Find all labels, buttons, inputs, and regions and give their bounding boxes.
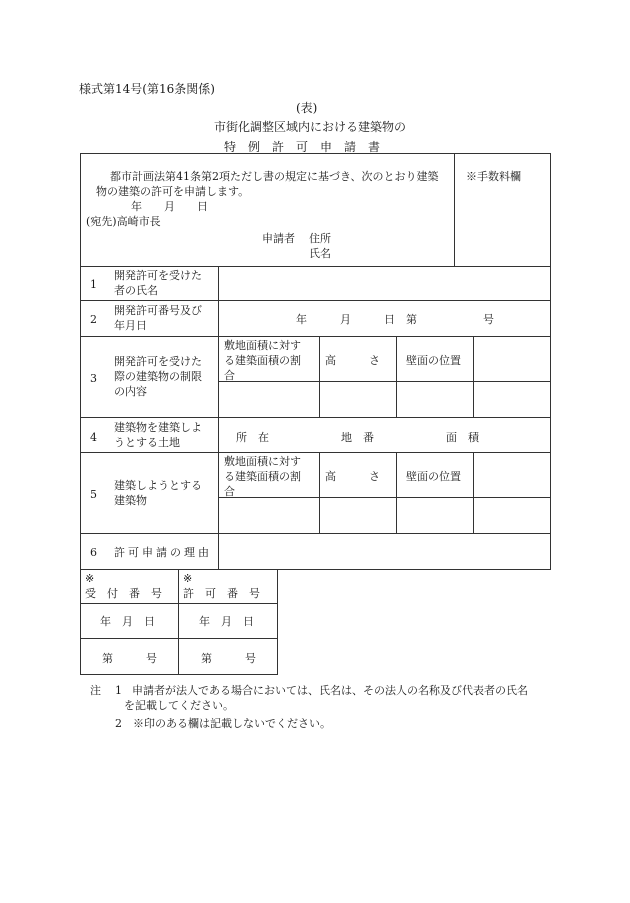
table-label: (表) xyxy=(296,101,318,115)
row-number-5: 5 xyxy=(90,488,97,501)
building-height-field[interactable] xyxy=(320,498,395,532)
row-label-3a: 開発許可を受けた xyxy=(114,355,202,368)
developer-name-field[interactable] xyxy=(219,267,550,299)
row-number-2: 2 xyxy=(90,313,97,326)
row-label-5b: 建築物 xyxy=(114,494,147,507)
row-label-3c: の内容 xyxy=(114,385,147,398)
note-1-line-2: を記載してください。 xyxy=(124,699,234,712)
wall-header-3: 壁面の位置 xyxy=(406,354,461,367)
receipt-number: 第 号 xyxy=(102,652,157,665)
restriction-wall-field[interactable] xyxy=(397,382,472,416)
building-ratio-field[interactable] xyxy=(219,498,318,532)
ratio-header-3c: 合 xyxy=(224,369,235,382)
lot-number-label[interactable]: 地 番 xyxy=(341,431,374,444)
area-label[interactable]: 面 積 xyxy=(446,431,479,444)
note-1-line-1: 申請者が法人である場合においては、氏名は、その法人の名称及び代表者の氏名 xyxy=(132,684,528,697)
statement-line-1: 都市計画法第41条第2項ただし書の規定に基づき、次のとおり建築 xyxy=(110,170,439,183)
note-1-number: 1 xyxy=(115,684,122,697)
row-label-2b: 年月日 xyxy=(114,319,147,332)
height-header-5: 高 さ xyxy=(325,470,380,483)
addressee: (宛先)高崎市長 xyxy=(86,215,161,228)
receipt-asterisk: ※ xyxy=(85,572,95,585)
form-number: 様式第14号(第16条関係) xyxy=(79,82,215,96)
title-line-1: 市街化調整区域内における建築物の xyxy=(214,120,407,134)
row-label-2a: 開発許可番号及び xyxy=(114,304,202,317)
row-number-3: 3 xyxy=(90,372,97,385)
height-header-3: 高 さ xyxy=(325,354,380,367)
applicant-name-field[interactable]: 氏名 xyxy=(309,247,331,260)
row-number-6: 6 xyxy=(90,546,97,559)
row-label-1b: 者の氏名 xyxy=(114,284,158,297)
permit-date: 年 月 日 xyxy=(199,615,254,628)
row-label-3b: 際の建築物の制限 xyxy=(114,370,202,383)
ratio-header-5b: る建築面積の割 xyxy=(224,470,301,483)
ratio-header-3a: 敷地面積に対す xyxy=(224,339,301,352)
row-label-4b: うとする土地 xyxy=(114,436,180,449)
ratio-header-3b: る建築面積の割 xyxy=(224,354,301,367)
reason-field[interactable] xyxy=(219,534,550,569)
note-2: 2 ※印のある欄は記載しないでください。 xyxy=(115,717,331,730)
row-number-1: 1 xyxy=(90,278,97,291)
row-label-4a: 建築物を建築しよ xyxy=(114,421,202,434)
restriction-ratio-field[interactable] xyxy=(219,382,318,416)
location-label[interactable]: 所 在 xyxy=(236,431,269,444)
applicant-label: 申請者 xyxy=(262,232,295,245)
permit-asterisk: ※ xyxy=(183,572,193,585)
fee-label: ※手数料欄 xyxy=(466,170,521,183)
statement-line-2: 物の建築の許可を申請します。 xyxy=(96,185,250,198)
ratio-header-5c: 合 xyxy=(224,485,235,498)
applicant-address-field[interactable]: 住所 xyxy=(309,232,331,245)
ratio-header-5a: 敷地面積に対す xyxy=(224,455,301,468)
permit-date-number-field[interactable]: 年 月 日 第 号 xyxy=(296,313,494,326)
building-wall-field[interactable] xyxy=(397,498,472,532)
row-label-5a: 建築しようとする xyxy=(114,479,202,492)
row-number-4: 4 xyxy=(90,431,97,444)
note-prefix: 注 xyxy=(90,684,101,697)
restriction-height-field[interactable] xyxy=(320,382,395,416)
application-date[interactable]: 年 月 日 xyxy=(131,200,208,213)
row-label-6: 許可申請の理由 xyxy=(114,546,212,559)
row-label-1a: 開発許可を受けた xyxy=(114,269,202,282)
permit-number-label: 許 可 番 号 xyxy=(183,587,260,600)
permit-number: 第 号 xyxy=(201,652,256,665)
title-line-2: 特 例 許 可 申 請 書 xyxy=(224,140,381,154)
wall-header-5: 壁面の位置 xyxy=(406,470,461,483)
receipt-date: 年 月 日 xyxy=(100,615,155,628)
receipt-number-label: 受 付 番 号 xyxy=(85,587,162,600)
